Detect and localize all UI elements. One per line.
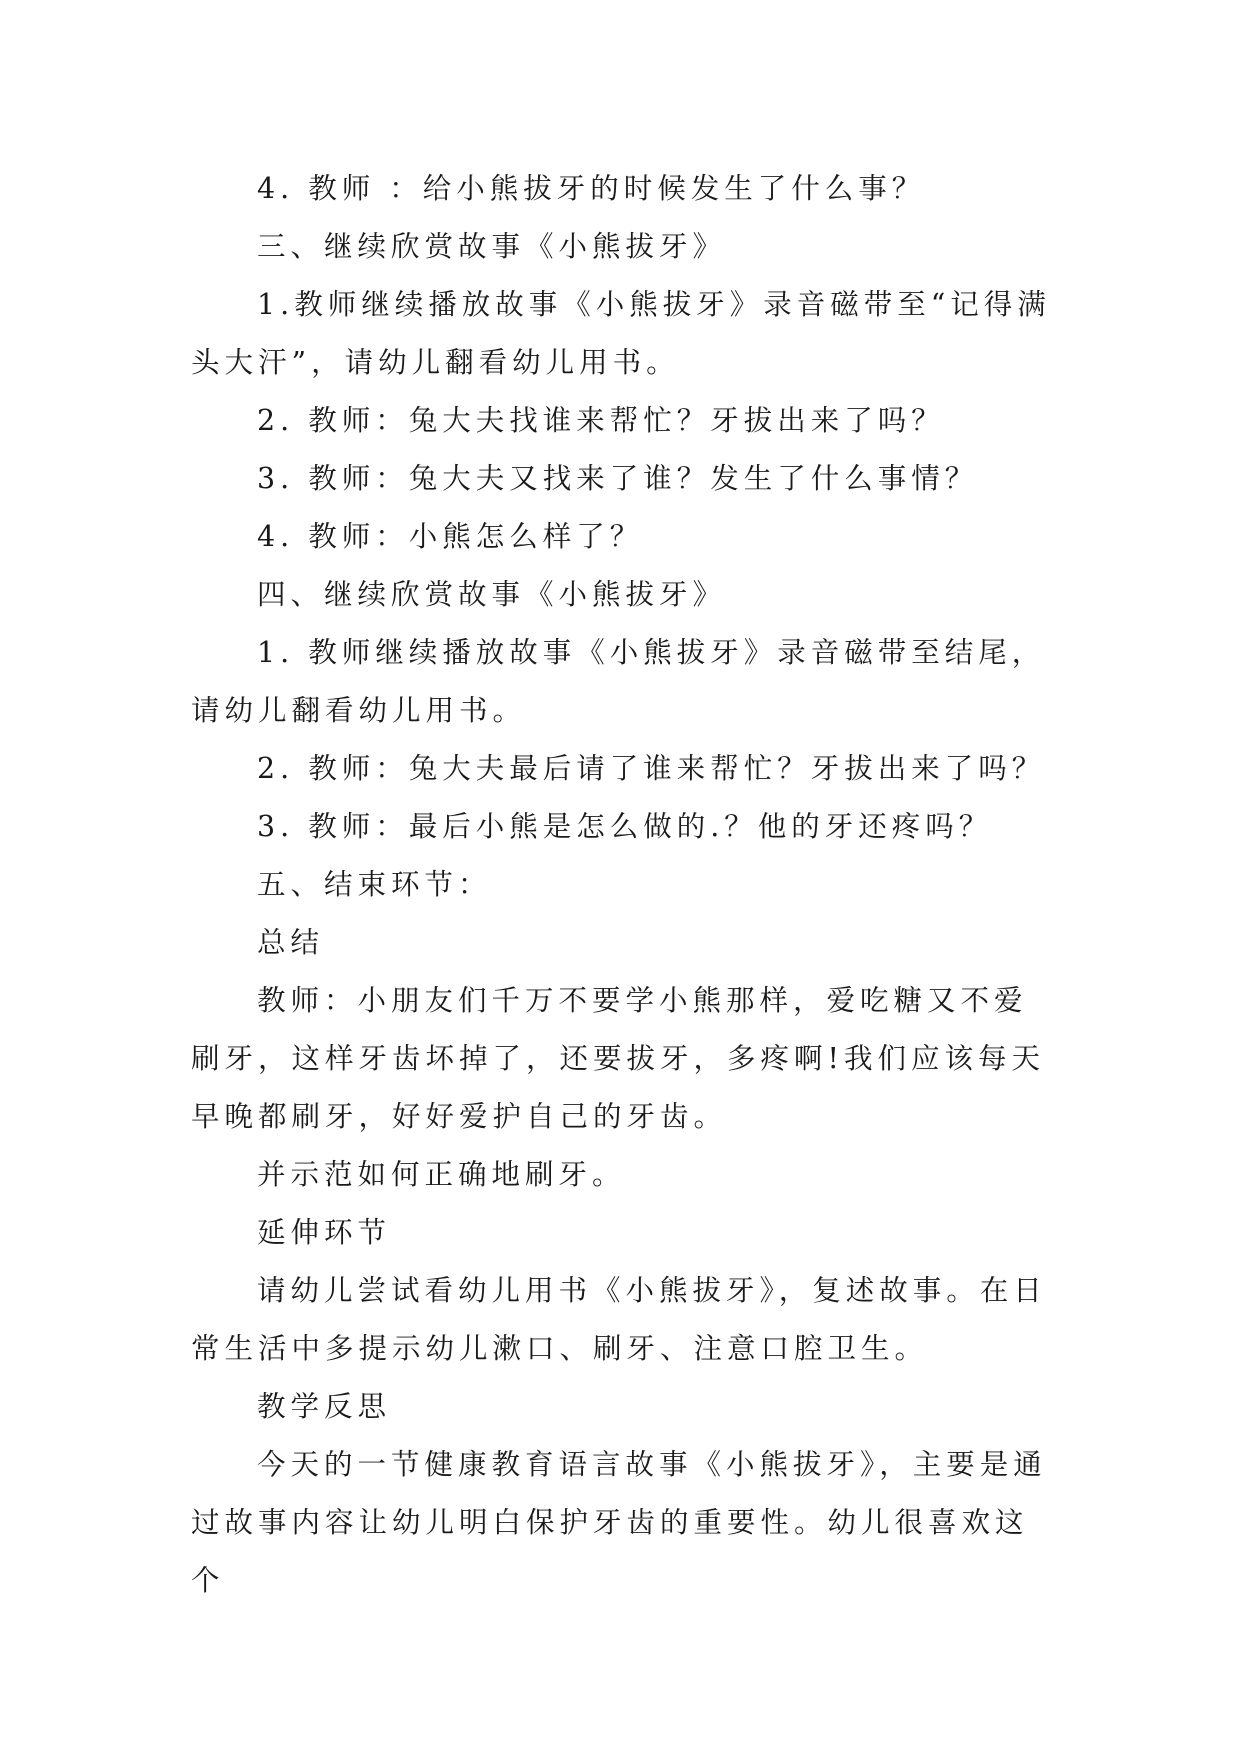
section-heading: 三、继续欣赏故事《小熊拔牙》 <box>257 230 727 263</box>
paragraph: 4. 教师 ：给小熊拔牙的时候发生了什么事？ <box>257 172 926 205</box>
subheading: 总结 <box>257 926 325 959</box>
paragraph: 教师：小朋友们千万不要学小熊那样，爱吃糖又不爱刷牙，这样牙齿坏掉了，还要拔牙，多疼啊!我们应该每天早晚都刷牙，好好爱护自己的牙齿。 <box>191 984 1045 1133</box>
section-heading: 四、继续欣赏故事《小熊拔牙》 <box>257 578 727 611</box>
paragraph: 今天的一节健康教育语言故事《小熊拔牙》，主要是通过故事内容让幼儿明白保护牙齿的重要性。幼儿很喜欢这个 <box>191 1448 1047 1597</box>
section-heading: 五、结束环节： <box>257 868 492 901</box>
paragraph: 3. 教师：兔大夫又找来了谁？发生了什么事情？ <box>257 462 979 495</box>
subheading: 教学反思 <box>257 1390 392 1423</box>
paragraph: 3. 教师：最后小熊是怎么做的.？他的牙还疼吗？ <box>257 810 993 843</box>
paragraph: 2. 教师：兔大夫最后请了谁来帮忙？牙拔出来了吗？ <box>257 752 1046 785</box>
document-body <box>191 160 1051 1610</box>
paragraph: 1.教师继续播放故事《小熊拔牙》录音磁带至“记得满头大汗”，请幼儿翻看幼儿用书。 <box>191 288 1051 379</box>
paragraph: 1. 教师继续播放故事《小熊拔牙》录音磁带至结尾，请幼儿翻看幼儿用书。 <box>191 636 1046 727</box>
paragraph: 4. 教师：小熊怎么样了？ <box>257 520 644 553</box>
paragraph: 请幼儿尝试看幼儿用书《小熊拔牙》，复述故事。在日常生活中多提示幼儿漱口、刷牙、注意口腔卫生。 <box>191 1274 1047 1365</box>
paragraph: 2. 教师：兔大夫找谁来帮忙？牙拔出来了吗？ <box>257 404 945 437</box>
subheading: 延伸环节 <box>257 1216 392 1249</box>
paragraph: 并示范如何正确地刷牙。 <box>257 1158 626 1191</box>
